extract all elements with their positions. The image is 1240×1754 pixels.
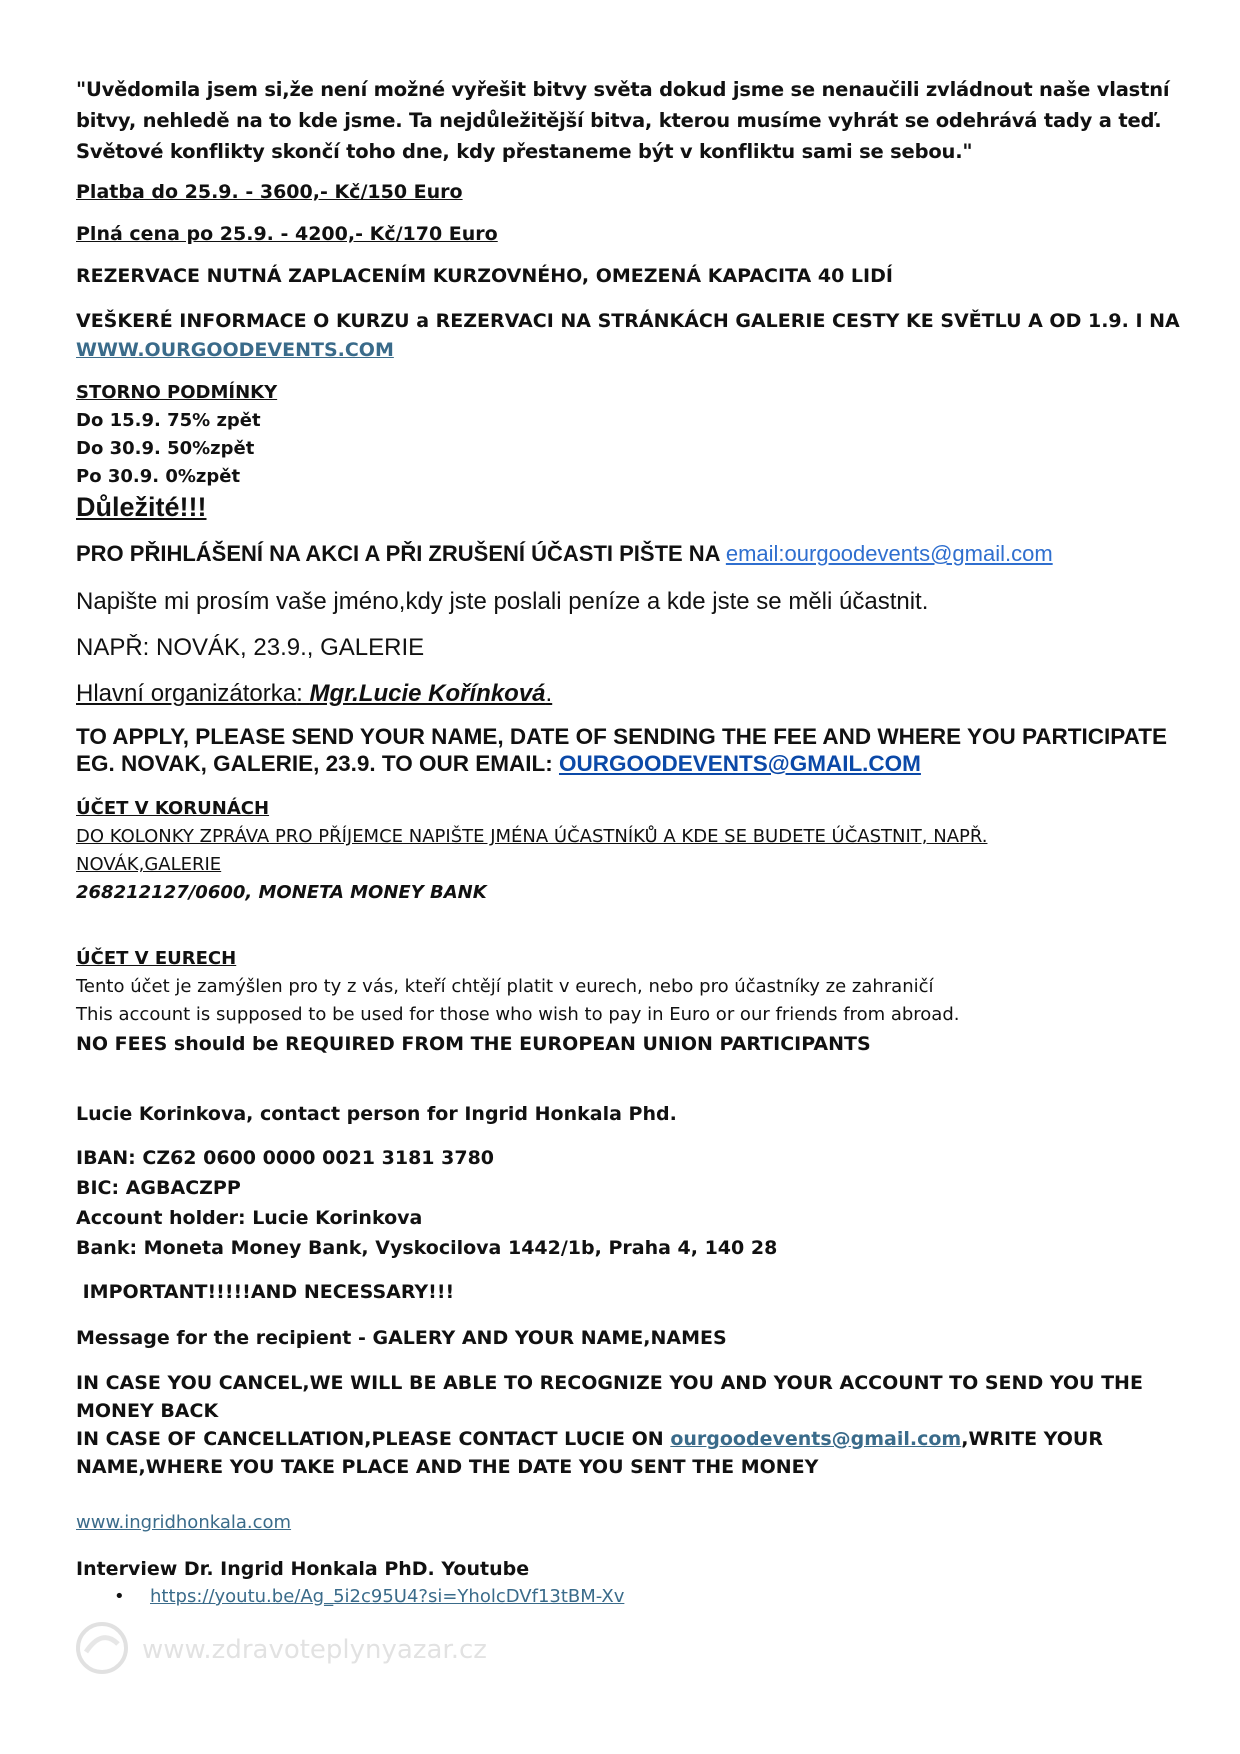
price-early: Platba do 25.9. - 3600,- Kč/150 Euro <box>76 181 463 203</box>
apply-email-link[interactable]: OURGOODEVENTS@GMAIL.COM <box>558 751 921 776</box>
interview-heading: Interview Dr. Ingrid Honkala PhD. Youtube <box>76 1558 530 1580</box>
cancel-paragraph-2 <box>76 1425 1186 1481</box>
write-name-instruction: Napište mi prosím vaše jméno,kdy jste poslali peníze a kde jste se měli účastnit. <box>76 588 929 615</box>
watermark-logo <box>72 1618 592 1678</box>
important-en-heading: IMPORTANT!!!!!AND NECESSARY!!! <box>76 1281 455 1303</box>
bank-address: Bank: Moneta Money Bank, Vyskocilova 1442/1b, Praha 4, 140 28 <box>76 1237 778 1259</box>
storno-line: Do 15.9. 75% zpět <box>76 410 261 431</box>
organizer-colon: : <box>296 680 310 707</box>
watermark-text: www.zdravoteplynyazar.cz <box>142 1635 487 1665</box>
bank-details <box>76 1143 1186 1263</box>
czk-note: DO KOLONKY ZPRÁVA PRO PŘÍJEMCE NAPIŠTE JMÉNA ÚČASTNÍKŮ A KDE SE BUDETE ÚČASTNIT, NAPŘ. NOVÁK,GALERIE <box>76 826 988 875</box>
eur-line-en: This account is supposed to be used for those who wish to pay in Euro or our friends from abroad. <box>76 1004 960 1025</box>
storno-title: STORNO PODMÍNKY <box>76 382 278 403</box>
organizer-label: Hlavní organizátorka <box>76 680 297 707</box>
example-line: NAPŘ: NOVÁK, 23.9., GALERIE <box>76 634 425 661</box>
bullet-icon: • <box>114 1586 125 1607</box>
important-cz-heading: Důležité!!! <box>76 492 207 522</box>
info-website-link[interactable]: WWW.OURGOODEVENTS.COM <box>76 339 394 361</box>
storno-line: Po 30.9. 0%zpět <box>76 466 241 487</box>
apply-text: TO APPLY, PLEASE SEND YOUR NAME, DATE OF SENDING THE FEE AND WHERE YOU PARTICIPATE EG. NOVAK, GALERIE, 23.9. TO OUR EMAIL: <box>76 724 1167 776</box>
apply-paragraph <box>76 723 1186 777</box>
signup-email-link[interactable]: email:ourgoodevents@gmail.com <box>725 541 1053 566</box>
cancel-text-b: ,WRITE YOUR NAME,WHERE YOU TAKE PLACE AND THE DATE YOU SENT THE MONEY <box>76 1428 1103 1478</box>
eur-account-section <box>76 945 1186 1059</box>
info-text: VEŠKERÉ INFORMACE O KURZU a REZERVACI NA STRÁNKÁCH GALERIE CESTY KE SVĚTLU A OD 1.9. I NA <box>76 310 1180 332</box>
cancel-text-a: IN CASE OF CANCELLATION,PLEASE CONTACT LUCIE ON <box>76 1428 671 1450</box>
signup-paragraph <box>76 539 1186 572</box>
eur-no-fees: NO FEES should be REQUIRED FROM THE EUROPEAN UNION PARTICIPANTS <box>76 1033 871 1055</box>
contact-person: Lucie Korinkova, contact person for Ingrid Honkala Phd. <box>76 1103 677 1125</box>
organizer-name: Mgr.Lucie Kořínková <box>309 680 546 707</box>
czk-account-section <box>76 795 1186 907</box>
price-full: Plná cena po 25.9. - 4200,- Kč/170 Euro <box>76 223 498 245</box>
bic: BIC: AGBACZPP <box>76 1177 241 1199</box>
cancel-paragraph-1: IN CASE YOU CANCEL,WE WILL BE ABLE TO RECOGNIZE YOU AND YOUR ACCOUNT TO SEND YOU THE MONEY BACK <box>76 1372 1143 1422</box>
czk-account-number: 268212127/0600, MONETA MONEY BANK <box>76 882 487 903</box>
reservation-notice: REZERVACE NUTNÁ ZAPLACENÍM KURZOVNÉHO, OMEZENÁ KAPACITA 40 LIDÍ <box>76 265 893 287</box>
cancel-email-link[interactable]: ourgoodevents@gmail.com <box>670 1428 962 1450</box>
storno-section <box>76 379 1186 491</box>
storno-line: Do 30.9. 50%zpět <box>76 438 255 459</box>
iban: IBAN: CZ62 0600 0000 0021 3181 3780 <box>76 1147 495 1169</box>
quote-paragraph: "Uvědomila jsem si,že není možné vyřešit bitvy světa dokud jsme se nenaučili zvládnout naše vlastní bitvy, nehledě na to kde jsme. Ta nejdůležitější bitva, kterou musíme vyhrát se odehrává tady a teď. Světové konflikty skončí toho dne, kdy přestaneme být v konfliktu sami se sebou." <box>76 78 1170 163</box>
signup-text: PRO PŘIHLÁŠENÍ NA AKCI A PŘI ZRUŠENÍ ÚČASTI PIŠTE NA <box>76 541 726 566</box>
youtube-list-item <box>76 1583 1186 1611</box>
eur-line-cz: Tento účet je zamýšlen pro ty z vás, kteří chtějí platit v eurech, nebo pro účastníky ze zahraničí <box>76 976 934 997</box>
document-page <box>76 74 1186 1611</box>
youtube-link[interactable]: https://youtu.be/Ag_5i2c95U4?si=YholcDVf13tBM-Xv <box>150 1586 625 1607</box>
eur-title: ÚČET V EURECH <box>76 948 237 969</box>
website-paragraph <box>76 1509 1186 1537</box>
organizer-line <box>76 679 1186 709</box>
website-link[interactable]: www.ingridhonkala.com <box>76 1512 292 1533</box>
info-paragraph <box>76 307 1186 365</box>
czk-title: ÚČET V KORUNÁCH <box>76 798 270 819</box>
account-holder: Account holder: Lucie Korinkova <box>76 1207 423 1229</box>
recipient-message: Message for the recipient - GALERY AND YOUR NAME,NAMES <box>76 1327 727 1349</box>
organizer-dot: . <box>545 680 553 707</box>
